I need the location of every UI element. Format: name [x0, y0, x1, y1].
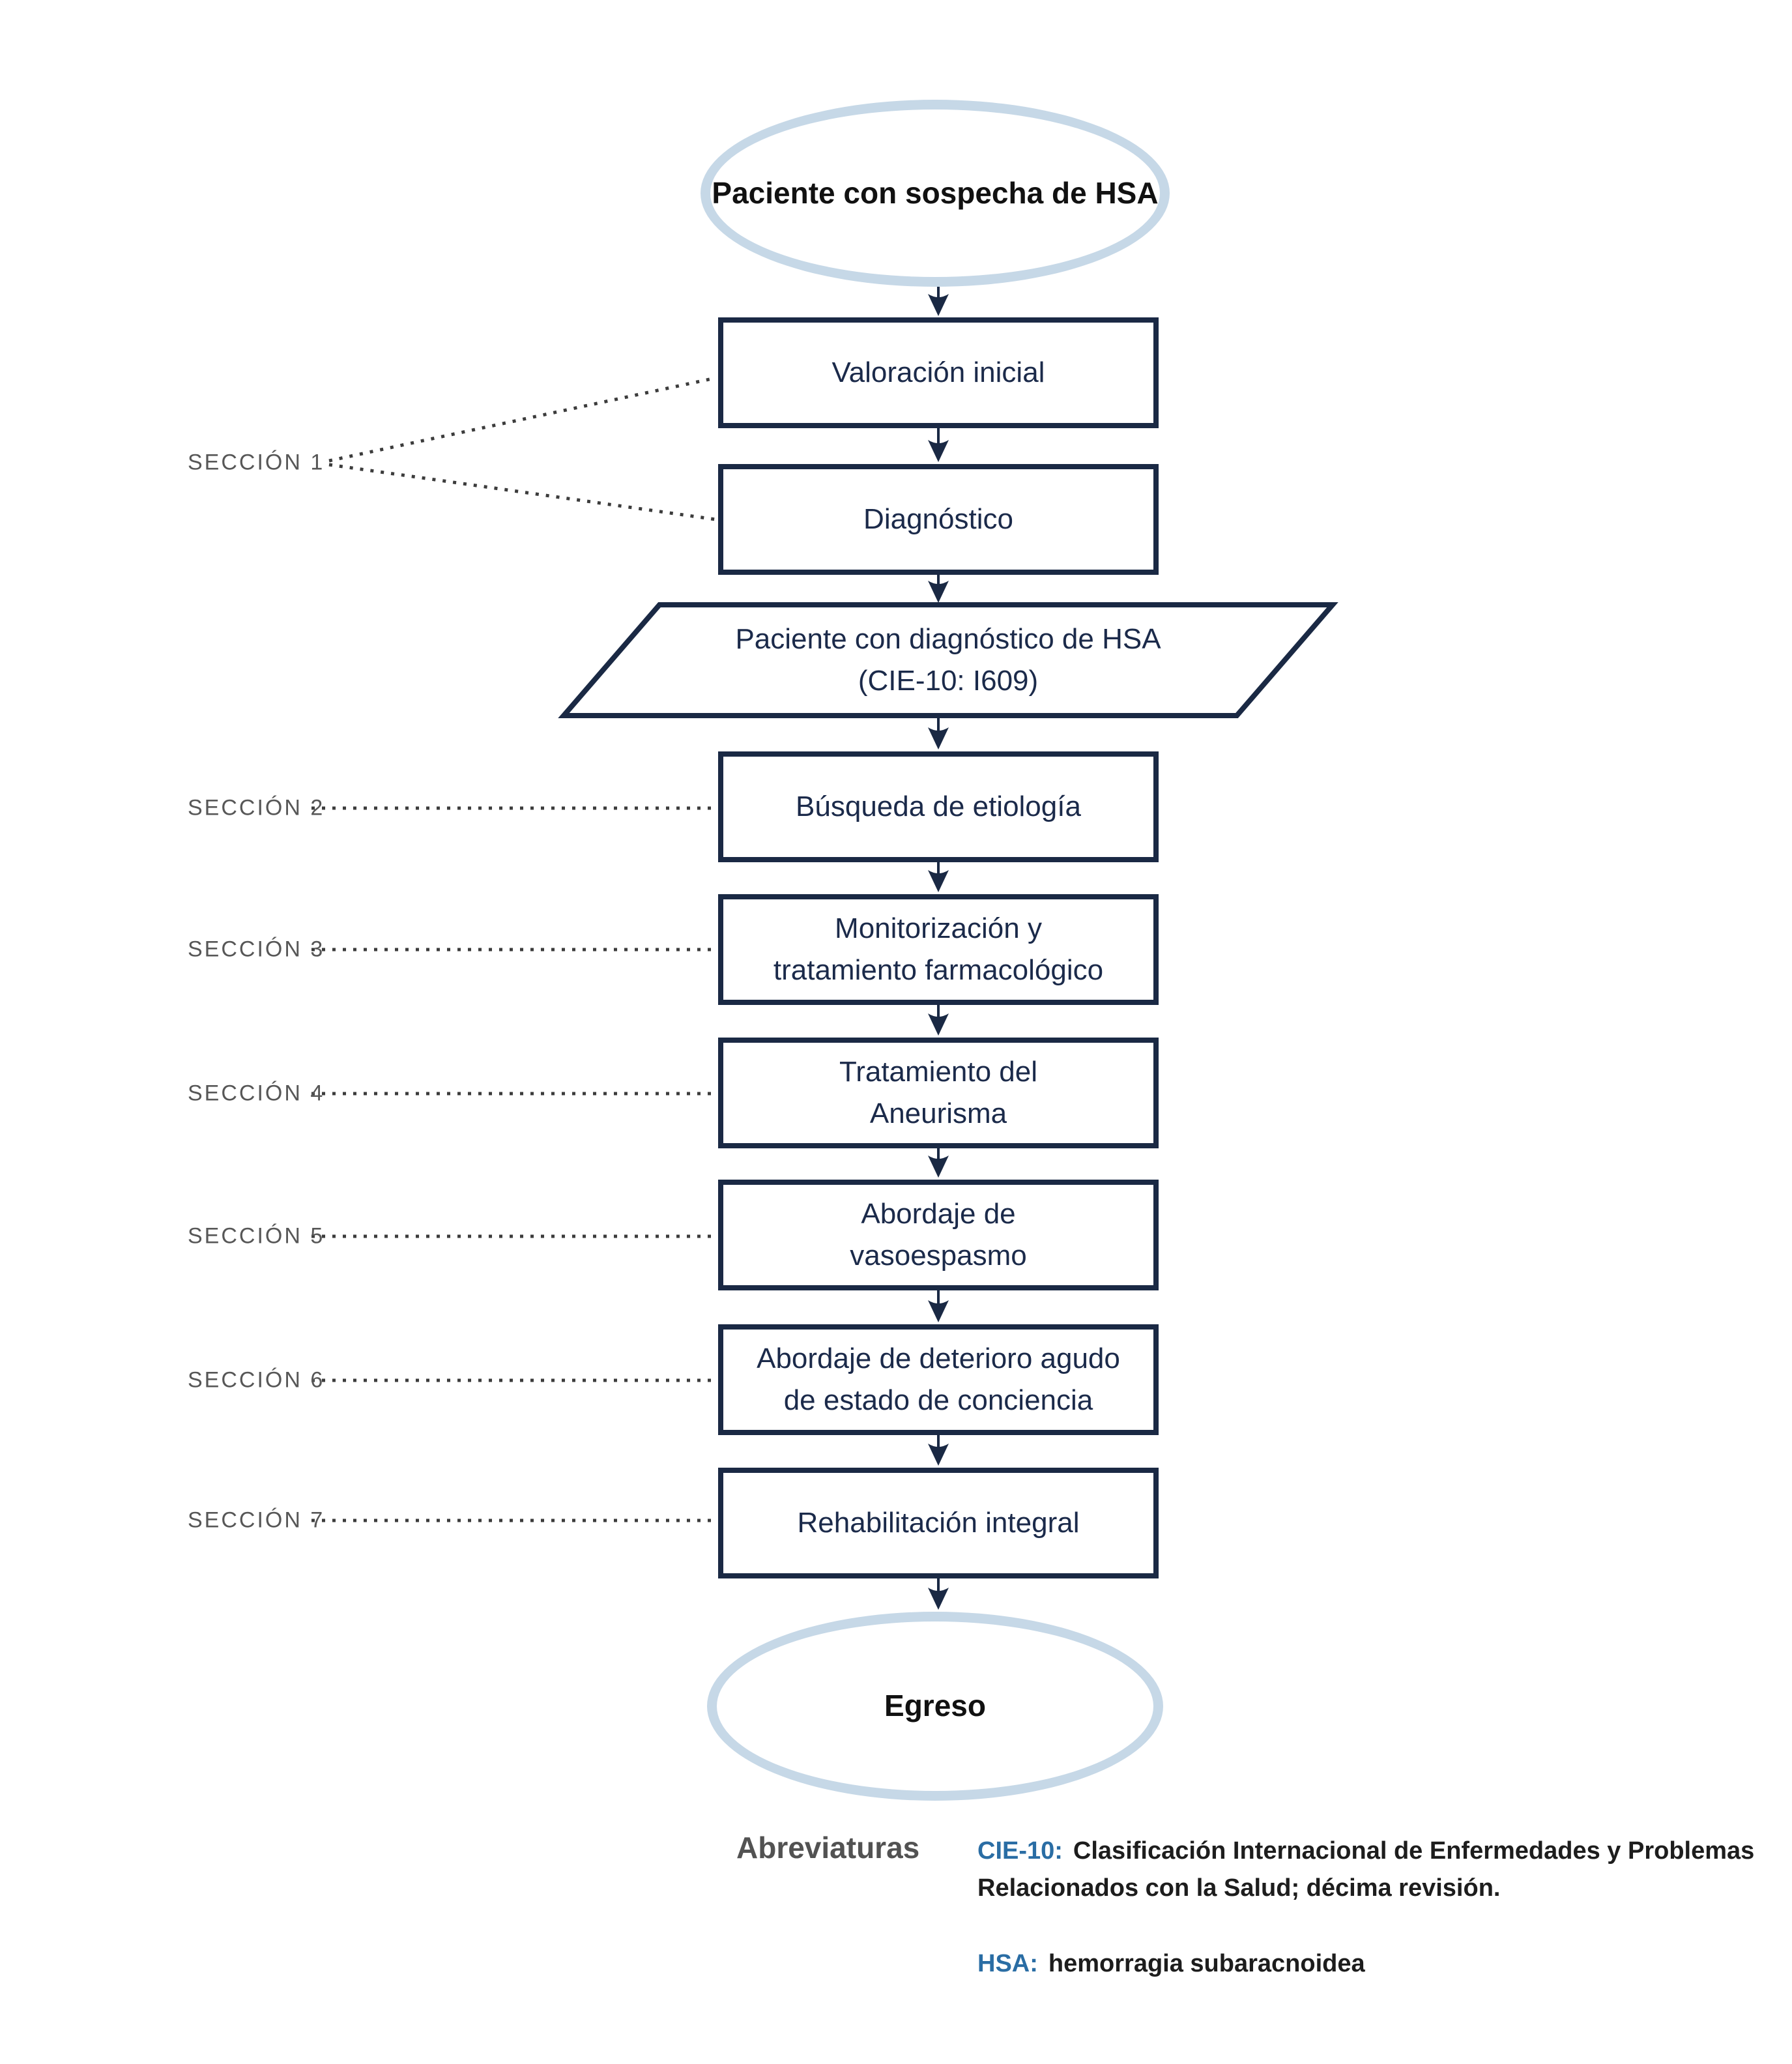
arrow-rehabilitacion-to-egreso: [928, 1578, 949, 1610]
flow-box-monitorizacion-line-1: Monitorización y: [835, 912, 1042, 945]
flow-box-rehabilitacion-integral-label: Rehabilitación integral: [797, 1507, 1080, 1539]
flow-box-rehabilitacion-integral: [718, 1468, 1159, 1578]
arrow-monitorizacion-to-tratamiento: [928, 1005, 949, 1036]
section-label-3: SECCIÓN 3: [188, 937, 325, 962]
flow-box-abordaje-vasoespasmo: [718, 1180, 1159, 1290]
flow-box-monitorizacion-line-2: tratamiento farmacológico: [773, 954, 1104, 986]
flow-box-abordaje-vasoespasmo-line-1: Abordaje de: [861, 1198, 1016, 1230]
flow-box-tratamiento-aneurisma: [718, 1038, 1159, 1148]
flow-box-valoracion-inicial-label: Valoración inicial: [831, 356, 1045, 389]
section-label-7: SECCIÓN 7: [188, 1507, 325, 1533]
abbreviation-cie10-key: CIE-10:: [977, 1837, 1063, 1865]
section-label-1: SECCIÓN 1: [188, 450, 325, 475]
arrow-tratamiento-to-vasoespasmo: [928, 1148, 949, 1178]
flow-box-busqueda-etiologia-label: Búsqueda de etiología: [796, 791, 1081, 823]
flow-box-abordaje-vasoespasmo-line-2: vasoespasmo: [850, 1240, 1027, 1272]
dotted-line-seccion-1-upper: [329, 378, 715, 461]
section-label-5: SECCIÓN 5: [188, 1223, 325, 1249]
section-label-2: SECCIÓN 2: [188, 795, 325, 821]
flow-box-tratamiento-aneurisma-line-1: Tratamiento del: [839, 1056, 1038, 1088]
flow-box-diagnostico-label: Diagnóstico: [863, 503, 1013, 536]
start-ellipse: [701, 100, 1170, 287]
arrow-deterioro-to-rehabilitacion: [928, 1435, 949, 1466]
arrow-start-to-valoracion: [928, 287, 949, 316]
end-ellipse: [707, 1612, 1163, 1801]
start-ellipse-line-1: Paciente con: [712, 175, 897, 210]
section-label-6: SECCIÓN 6: [188, 1367, 325, 1393]
parallelogram-line-2: (CIE-10: I609): [858, 665, 1039, 697]
abbreviations-title: Abreviaturas: [736, 1831, 920, 1865]
parallelogram-line-1: Paciente con diagnóstico de HSA: [735, 623, 1161, 656]
section-label-4: SECCIÓN 4: [188, 1081, 325, 1106]
flow-box-tratamiento-aneurisma-line-2: Aneurisma: [869, 1097, 1007, 1129]
flow-box-busqueda-etiologia: [718, 751, 1159, 862]
flow-box-monitorizacion: [718, 894, 1159, 1005]
abbreviation-hsa-key: HSA:: [977, 1950, 1038, 1977]
parallelogram-label: [655, 605, 1241, 716]
flow-box-abordaje-deterioro: [718, 1324, 1159, 1435]
start-ellipse-label: [712, 175, 1158, 212]
arrow-busqueda-to-monitorizacion: [928, 862, 949, 892]
end-ellipse-label: Egreso: [884, 1689, 986, 1723]
abbreviation-hsa: [977, 1945, 1759, 1983]
arrow-vasoespasmo-to-deterioro: [928, 1290, 949, 1322]
abbreviation-cie10-def-line-1: Clasificación Internacional de Enfermedades y Problemas: [1073, 1837, 1755, 1865]
abbreviation-cie10: [977, 1833, 1759, 1907]
flow-box-diagnostico: [718, 464, 1159, 575]
arrow-parallelogram-to-busqueda: [928, 716, 949, 749]
abbreviation-cie10-def-line-2: Relacionados con la Salud; décima revisión.: [977, 1874, 1501, 1902]
arrow-valoracion-to-diagnostico: [928, 428, 949, 462]
flow-box-valoracion-inicial: [718, 317, 1159, 428]
flow-box-abordaje-deterioro-line-1: Abordaje de deterioro agudo: [757, 1343, 1120, 1375]
flow-box-abordaje-deterioro-line-2: de estado de conciencia: [783, 1384, 1093, 1416]
abbreviation-hsa-def: hemorragia subaracnoidea: [1048, 1950, 1365, 1977]
start-ellipse-line-2: sospecha de HSA: [904, 175, 1159, 210]
arrow-diagnostico-to-parallelogram: [928, 575, 949, 603]
dotted-line-seccion-1-lower: [329, 465, 715, 519]
